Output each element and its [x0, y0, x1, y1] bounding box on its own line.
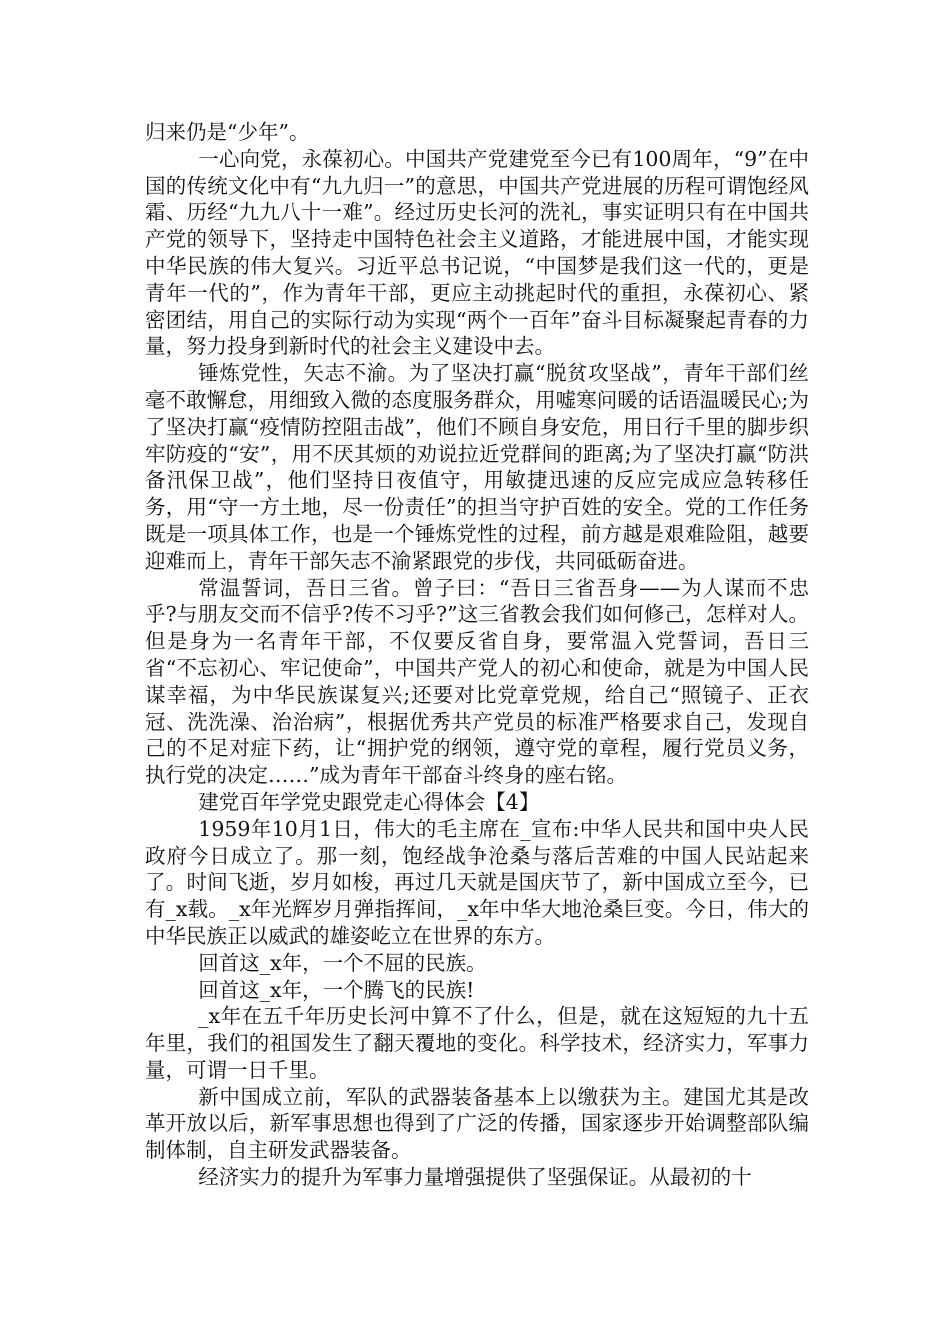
paragraph-8: _x年在五千年历史长河中算不了什么，但是，就在这短短的九十五年里，我们的祖国发生了翻天覆地的变化。科学技术，经济实力，军事力量，可谓一日千里。 [145, 1004, 809, 1082]
section-heading: 建党百年学党史跟党走心得体会【4】 [198, 789, 540, 814]
paragraph-9: 新中国成立前，军队的武器装备基本上以缴获为主。建国尤其是改革开放以后，新军事思想也得到了广泛的传播，国家逐步开始调整部队编制体制，自主研发武器装备。 [145, 1084, 809, 1163]
paragraph-4: 常温誓词，吾日三省。曾子曰：“吾日三省吾身——为人谋而不忠乎?与朋友交而不信乎?传不习乎?”这三省教会我们如何修己，怎样对人。但是身为一名青年干部，不仅要反省自身，要常温入党誓词，吾日三省“不忘初心、牢记使命”，中国共产党人的初心和使命，就是为中国人民谋幸福，为中华民族谋复兴;还要对比党章党规，给自己“照镜子、正衣冠、洗洗澡、治治病”，根据优秀共产党员的标准严格要求自己，发现自己的不足对症下药，让“拥护党的纲领，遵守党的章程，履行党员义务，执行党的决定……”成为青年干部奋斗终身的座右铭。 [145, 575, 809, 788]
paragraph-10: 经济实力的提升为军事力量增强提供了坚强保证。从最初的十 [198, 1165, 752, 1190]
paragraph-2: 一心向党，永葆初心。中国共产党建党至今已有100周年，“9”在中国的传统文化中有“九九归一”的意思，中国共产党进展的历程可谓饱经风霜、历经“九九八十一难”。经过历史长河的洗礼，事实证明只有在中国共产党的领导下，坚持走中国特色社会主义道路，才能进展中国，才能实现中华民族的伟大复兴。习近平总书记说，“中国梦是我们这一代的，更是青年一代的”，作为青年干部，更应主动挑起时代的重担，永葆初心、紧密团结，用自己的实际行动为实现“两个一百年”奋斗目标凝聚起青春的力量，努力投身到新时代的社会主义建设中去。 [145, 146, 809, 359]
paragraph-7: 回首这_x年，一个腾飞的民族! [198, 977, 475, 1002]
paragraph-1: 归来仍是“少年”。 [145, 120, 310, 144]
paragraph-6: 回首这_x年，一个不屈的民族。 [198, 950, 487, 975]
paragraph-3: 锤炼党性，矢志不渝。为了坚决打赢“脱贫攻坚战”，青年干部们丝毫不敢懈怠，用细致入微的态度服务群众，用嘘寒问暖的话语温暖民心;为了坚决打赢“疫情防控阻击战”，他们不顾自身安危，用日行千里的脚步织牢防疫的“安”，用不厌其烦的劝说拉近党群间的距离;为了坚决打赢“防洪备汛保卫战”，他们坚持日夜值守，用敏捷迅速的反应完成应急转移任务，用“守一方土地，尽一份责任”的担当守护百姓的安全。党的工作任务既是一项具体工作，也是一个锤炼党性的过程，前方越是艰难险阻，越要迎难而上，青年干部矢志不渝紧跟党的步伐，共同砥砺奋进。 [145, 361, 809, 573]
paragraph-5: 1959年10月1日，伟大的毛主席在_宣布:中华人民共和国中央人民政府今日成立了。那一刻，饱经战争沧桑与落后苦难的中国人民站起来了。时间飞逝，岁月如梭，再过几天就是国庆节了，新中国成立至今，已有_x载。_x年光辉岁月弹指挥间，_x年中华大地沧桑巨变。今日，伟大的中华民族正以威武的雄姿屹立在世界的东方。 [145, 816, 809, 948]
document-body [145, 119, 809, 1191]
